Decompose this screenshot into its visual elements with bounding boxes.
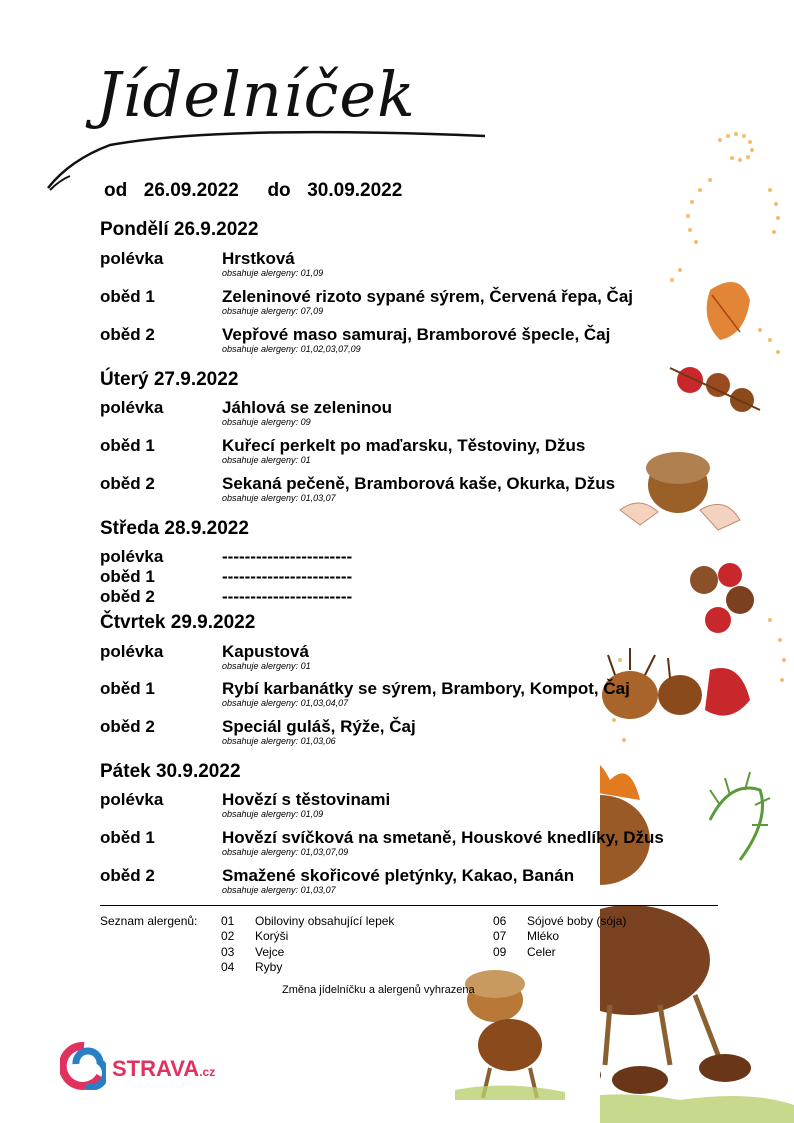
meal-name: ----------------------- xyxy=(222,547,353,566)
meal-label: polévka xyxy=(100,547,164,566)
allergen-name: Sójové boby (sója) xyxy=(527,914,627,928)
meal-name: Jáhlová se zeleninou xyxy=(222,398,393,417)
meal-label: polévka xyxy=(100,398,164,417)
meal-allergens: obsahuje alergeny: 09 xyxy=(222,417,311,427)
allergen-name: Obiloviny obsahující lepek xyxy=(255,914,395,928)
meal-name: Zeleninové rizoto sypané sýrem, Červená řepa, Čaj xyxy=(222,287,633,306)
meal-name: Vepřové maso samuraj, Bramborové špecle, Čaj xyxy=(222,325,611,344)
allergen-name: Vejce xyxy=(255,945,285,959)
day-heading: Pátek 30.9.2022 xyxy=(100,761,241,782)
strava-logo-icon xyxy=(60,1042,106,1090)
page-title: Jídelníček xyxy=(96,58,416,131)
strava-logo xyxy=(60,1042,216,1092)
meal-name: ----------------------- xyxy=(222,587,353,606)
logo-text-main: STRAVA xyxy=(112,1056,200,1081)
allergen-name: Korýši xyxy=(255,929,289,943)
meal-label: oběd 1 xyxy=(100,567,155,586)
day-heading: Středa 28.9.2022 xyxy=(100,518,249,539)
meal-allergens: obsahuje alergeny: 01,09 xyxy=(222,268,324,278)
meal-label: oběd 2 xyxy=(100,587,155,606)
acorn-figure-illustration xyxy=(455,960,565,1100)
meal-name: Sekaná pečeně, Bramborová kaše, Okurka, Džus xyxy=(222,474,616,493)
allergen-name: Celer xyxy=(527,945,556,959)
meal-label: polévka xyxy=(100,249,164,268)
date-from-label: od xyxy=(104,180,128,201)
allergen-code: 04 xyxy=(221,960,235,974)
allergen-code: 02 xyxy=(221,929,235,943)
meal-name: ----------------------- xyxy=(222,567,353,586)
meal-label: oběd 1 xyxy=(100,828,155,847)
allergen-code: 06 xyxy=(493,914,507,928)
allergen-name: Mléko xyxy=(527,929,560,943)
meal-allergens: obsahuje alergeny: 01 xyxy=(222,661,311,671)
logo-text-suffix: .cz xyxy=(199,1065,216,1079)
disclaimer-note: Změna jídelníčku a alergenů vyhrazena xyxy=(282,984,475,996)
meal-name: Hovězí svíčková na smetaně, Houskové knedlíky, Džus xyxy=(222,828,664,847)
meal-allergens: obsahuje alergeny: 01,09 xyxy=(222,809,324,819)
meal-allergens: obsahuje alergeny: 07,09 xyxy=(222,306,324,316)
date-to-label: do xyxy=(267,180,291,201)
allergen-list-title: Seznam alergenů: xyxy=(100,914,198,928)
meal-allergens: obsahuje alergeny: 01,03,07 xyxy=(222,885,336,895)
meal-allergens: obsahuje alergeny: 01 xyxy=(222,455,311,465)
meal-label: oběd 1 xyxy=(100,287,155,306)
meal-label: oběd 2 xyxy=(100,866,155,885)
divider xyxy=(100,905,718,906)
meal-allergens: obsahuje alergeny: 01,03,07,09 xyxy=(222,847,349,857)
meal-allergens: obsahuje alergeny: 01,02,03,07,09 xyxy=(222,344,361,354)
meal-name: Smažené skořicové pletýnky, Kakao, Banán xyxy=(222,866,575,885)
meal-name: Hrstková xyxy=(222,249,295,268)
autumn-illustration xyxy=(600,100,794,1123)
day-heading: Pondělí 26.9.2022 xyxy=(100,219,259,240)
allergen-code: 07 xyxy=(493,929,507,943)
meal-allergens: obsahuje alergeny: 01,03,07 xyxy=(222,493,336,503)
meal-label: polévka xyxy=(100,790,164,809)
allergen-name: Ryby xyxy=(255,960,283,974)
meal-name: Hovězí s těstovinami xyxy=(222,790,391,809)
meal-name: Kuřecí perkelt po maďarsku, Těstoviny, Džus xyxy=(222,436,586,455)
meal-label: oběd 1 xyxy=(100,679,155,698)
meal-allergens: obsahuje alergeny: 01,03,06 xyxy=(222,736,336,746)
meal-allergens: obsahuje alergeny: 01,03,04,07 xyxy=(222,698,349,708)
meal-name: Rybí karbanátky se sýrem, Brambory, Kompot, Čaj xyxy=(222,679,630,698)
meal-label: oběd 2 xyxy=(100,474,155,493)
meal-label: oběd 2 xyxy=(100,717,155,736)
allergen-code: 09 xyxy=(493,945,507,959)
allergen-code: 03 xyxy=(221,945,235,959)
meal-label: polévka xyxy=(100,642,164,661)
day-heading: Úterý 27.9.2022 xyxy=(100,369,239,390)
date-to: 30.09.2022 xyxy=(307,180,403,201)
meal-name: Speciál guláš, Rýže, Čaj xyxy=(222,717,416,736)
date-from: 26.09.2022 xyxy=(143,180,239,201)
day-heading: Čtvrtek 29.9.2022 xyxy=(100,612,256,633)
date-range xyxy=(104,180,402,202)
meal-label: oběd 1 xyxy=(100,436,155,455)
allergen-code: 01 xyxy=(221,914,235,928)
meal-label: oběd 2 xyxy=(100,325,155,344)
meal-name: Kapustová xyxy=(222,642,309,661)
